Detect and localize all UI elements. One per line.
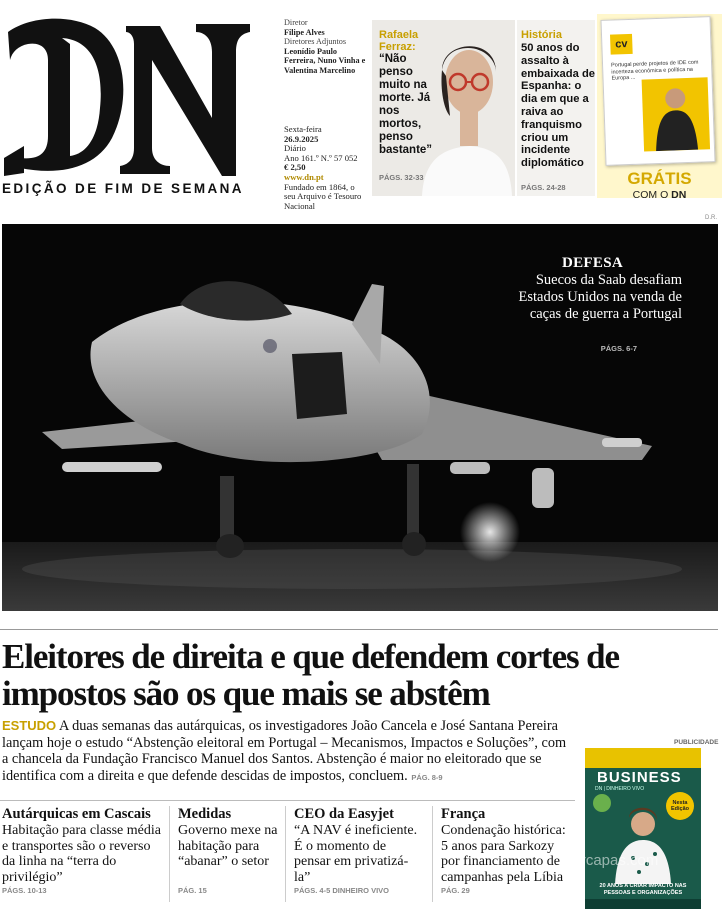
- column-franca[interactable]: [441, 806, 575, 895]
- ad-person-photo: [607, 804, 679, 884]
- column-title: Autárquicas em Cascais: [2, 806, 151, 822]
- teaser-history-pages: PÁGS. 24-28: [521, 183, 566, 192]
- dn-logo: [0, 8, 256, 178]
- edition-label: EDIÇÃO DE FIM DE SEMANA: [2, 181, 244, 196]
- ad-subtitle: DN | DINHEIRO VIVO: [595, 786, 645, 792]
- photo-credit: D.R.: [705, 215, 717, 221]
- issue-weekday: Sexta-feira: [284, 124, 322, 134]
- teaser-interview[interactable]: [372, 20, 515, 196]
- column-text: Governo mexe na habitação para “abanar” o setor: [178, 823, 278, 870]
- issue-number: Ano 161.º N.º 57 052: [284, 152, 358, 163]
- watermark: vercapas.com: [565, 852, 659, 869]
- main-headline[interactable]: Eleitores de direita e que defendem cortes de impostos são os que mais se abstêm: [2, 637, 619, 713]
- issue-price: € 2,50: [284, 162, 306, 173]
- hero-story[interactable]: [2, 224, 718, 611]
- promo-brand: DN: [671, 189, 687, 201]
- supplement-promo[interactable]: [597, 14, 722, 201]
- ad-edition-badge: Nesta Edição: [666, 792, 694, 820]
- supplement-logo: cv: [610, 34, 633, 55]
- teaser-interview-pages: PÁGS. 32-33: [379, 173, 424, 182]
- teaser-interview-kicker: Rafaela Ferraz:: [379, 29, 419, 53]
- staff-box: [284, 18, 368, 75]
- column-pages: PÁG. 15: [178, 886, 207, 895]
- teaser-history-kicker: História: [521, 29, 562, 41]
- person-figure: [642, 77, 710, 151]
- ad-top-band: [585, 748, 701, 768]
- hero-caption: Suecos da Saab desafiam Estados Unidos na venda de caças de guerra a Portugal: [518, 272, 682, 322]
- column-text: Habitação para classe média e transportes são o reverso da linha na “terra do privilégio”: [2, 823, 161, 885]
- director-role: Diretor: [284, 18, 308, 27]
- column-separator: [169, 806, 170, 902]
- column-medidas[interactable]: [178, 806, 278, 895]
- divider-mid: [0, 800, 575, 801]
- issue-frequency: Diário: [284, 143, 306, 154]
- promo-gratis: GRÁTIS: [627, 169, 692, 188]
- column-pages: PÁG. 29: [441, 886, 470, 895]
- ad-title: BUSINESS: [597, 769, 682, 786]
- column-text: Condenação histórica: 5 anos para Sarkozy por financiamento de campanhas pela Líbia: [441, 823, 566, 885]
- teaser-history-text: 50 anos do assalto à embaixada de Espanha: o dia em que a raiva ao franquismo criou um incidente diplomático: [521, 42, 595, 170]
- column-pages: PÁGS. 10-13: [2, 886, 47, 895]
- hero-kicker: DEFESA: [562, 255, 623, 271]
- director-name: Filipe Alves: [284, 27, 325, 37]
- column-text: “A NAV é ineficiente. É o momento de pensar em privatizá-la”: [294, 823, 418, 885]
- supplement-cover: [600, 16, 715, 166]
- deputies-names: Leonídio Paulo Ferreira, Nuno Vinha e Valentina Marcelino: [284, 46, 366, 75]
- teaser-history[interactable]: [517, 20, 595, 196]
- supplement-photo: [642, 77, 710, 151]
- ad-bottom-band: [585, 899, 701, 909]
- issue-date: 26.9.2025: [284, 133, 319, 144]
- supplement-headline: Portugal perde projetos de IDE com incerteza económica e política na Europa ...: [610, 59, 699, 82]
- promo-com-o-dn: [597, 189, 722, 201]
- lead-paragraph: [2, 718, 572, 786]
- teaser-interview-quote: “Não penso muito na morte. Já nos mortos, penso bastante”: [379, 53, 433, 156]
- column-pages: PÁGS. 4-5 DINHEIRO VIVO: [294, 886, 390, 895]
- business-ad[interactable]: [585, 748, 701, 909]
- deputies-role: Diretores Adjuntos: [284, 37, 347, 46]
- column-title: França: [441, 806, 486, 822]
- website-link[interactable]: www.dn.pt: [284, 171, 324, 182]
- ad-label: PUBLICIDADE: [674, 739, 719, 746]
- divider-top: [0, 629, 718, 630]
- ad-tagline: 20 ANOS A CRIAR IMPACTO NAS PESSOAS E ORGANIZAÇÕES: [599, 883, 687, 896]
- column-separator: [285, 806, 286, 902]
- column-cascais[interactable]: [2, 806, 162, 895]
- column-title: CEO da Easyjet: [294, 806, 394, 822]
- hero-pages: PÁGS. 6-7: [600, 344, 637, 353]
- lead-pages: PÁG. 8-9: [411, 772, 443, 782]
- issue-info: [284, 125, 368, 211]
- promo-com-o: COM O: [632, 189, 669, 201]
- column-easyjet[interactable]: [294, 806, 424, 895]
- column-title: Medidas: [178, 806, 232, 822]
- lead-kicker: ESTUDO: [2, 718, 57, 733]
- founded-note: Fundado em 1864, o seu Arquivo é Tesouro Nacional: [284, 181, 362, 211]
- lead-text: A duas semanas das autárquicas, os investigadores João Cancela e José Santana Pereira lançam hoje o estudo “Abstenção eleitoral em Portugal – Mecanismos, Impactos e Soluções”, com a chancela da Fundação Francisco Manuel dos Santos. Abstenção é maior no eleitorado que se identifica com a direita e que defende descidas de impostos, concluem.: [2, 718, 567, 784]
- column-separator: [432, 806, 433, 902]
